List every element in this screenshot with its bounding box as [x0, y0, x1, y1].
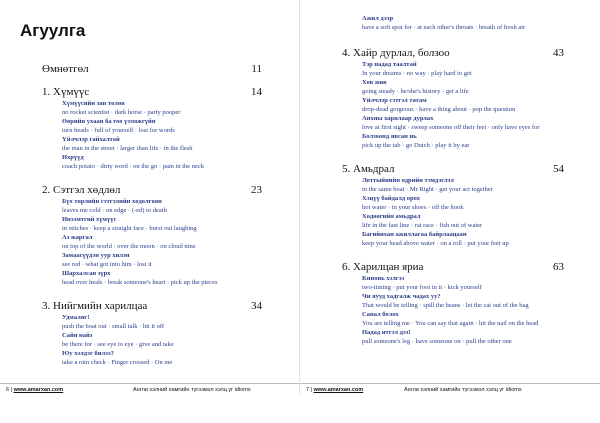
subsection-idioms: the man in the street · larger than life · in the flesh [62, 145, 193, 152]
subsection-idioms: In your dreams · no way · play hard to get [362, 70, 472, 77]
toc-entry-conversation[interactable] [342, 261, 564, 273]
subsection-title: Болзоонд явсан нь [362, 133, 417, 140]
subsection-title: Хов жив [362, 79, 387, 86]
subsection-idioms: You are telling me · You can say that again · hit the nail on the head [362, 320, 539, 327]
subsection-idioms: two-timing · put your foot in it · kick yourself [362, 284, 482, 291]
page-footer [300, 387, 600, 397]
book-title: Англи хэлний хамгийн түгээмэл хэлц үг idioms [404, 387, 522, 393]
toc-entry-love[interactable] [342, 47, 564, 59]
subsection-idioms: turn heads · full of yourself · lost for words [62, 127, 175, 134]
subsection-title: Ажил дээр [362, 15, 394, 22]
subsection-idioms: take a rain check · Finger crossed · On me [62, 359, 173, 366]
toc-entry-page: 43 [553, 47, 564, 59]
subsection-idioms: life in the fast line · rat race · fish out of water [362, 222, 483, 229]
toc-left [42, 63, 262, 380]
subsection-title: Аз жаргал [62, 234, 93, 241]
toc-entry-page: 34 [251, 300, 262, 312]
subsection-idioms: push the boat out · small talk · hit it off [62, 323, 165, 330]
toc-subsection [62, 99, 262, 171]
toc-section [42, 63, 262, 75]
footer-divider [0, 383, 300, 384]
toc-entry-social[interactable] [42, 300, 262, 312]
subsection-title: Инээмтгий хүмүүс [62, 216, 117, 223]
book-title: Англи хэлний хамгийн түгээмэл хэлц үг idioms [133, 387, 251, 393]
toc-entry-label: 4. Хайр дурлал, болзоо [342, 47, 450, 59]
subsection-title: Тэр надад таалтай [362, 61, 417, 68]
subsection-idioms: in the same boat · Mr Right · get your act together [362, 186, 493, 193]
toc-section [42, 86, 262, 171]
subsection-idioms: no rocket scientist · dark horse · party pooper [62, 109, 181, 116]
subsection-title: Хөдөөгийн амьдрал [362, 213, 421, 220]
subsection-title: Багийихан ажиллагаа байрлаацаан [362, 231, 467, 238]
subsection-title: Сайн найз [62, 332, 93, 339]
subsection-idioms: see red · what got into him · lost it [62, 261, 152, 268]
page-footer [0, 387, 300, 397]
toc-entry-page: 11 [251, 63, 262, 75]
subsection-title: Чи яууд хадгалж чадах уу? [362, 293, 441, 300]
page-title: Агуулга [20, 21, 86, 40]
subsection-title: Юу хэлдэг билээ? [62, 350, 115, 357]
subsection-title: Анхны харилаар дурлах [362, 115, 434, 122]
footer-left [306, 387, 363, 393]
toc-subsection [362, 176, 564, 248]
subsection-idioms: hot water · in your shoes · off the hook [362, 204, 464, 211]
subsection-idioms: going steady · he/she's history · get a life [362, 88, 469, 95]
subsection-idioms: drop-dead gorgeous · have a thing about · pop the question [362, 106, 516, 113]
toc-subsection [362, 274, 564, 346]
subsection-title: Удмаляг! [62, 314, 90, 321]
right-page [300, 0, 600, 423]
subsection-idioms: on top of the world · over the moon · on cloud nine [62, 243, 196, 250]
toc-section [342, 261, 564, 346]
toc-entry-people[interactable] [42, 86, 262, 98]
toc-entry-life[interactable] [342, 163, 564, 175]
website-link[interactable]: www.amarxan.com [13, 387, 64, 393]
footer-left [6, 387, 63, 393]
subsection-idioms: pick up the tab · go Dutch · play it by ear [362, 142, 470, 149]
page-number: 6 [6, 387, 10, 393]
footer-separator: | [310, 387, 313, 393]
toc-right [342, 14, 564, 359]
subsection-title: Хүмүүсийн зан төлөв [62, 100, 125, 107]
page-number: 7 [306, 387, 310, 393]
toc-subsection [62, 197, 262, 287]
subsection-title: Шархалсан зүрх [62, 270, 111, 277]
subsection-idioms: be there for · see eye to eye · give and take [62, 341, 174, 348]
subsection-title: Замаасүүдэн уур хилэн [62, 252, 130, 259]
subsection-title: Кинонь хэлгээ [362, 275, 405, 282]
toc-entry-label: 6. Харилцан яриа [342, 261, 424, 273]
subsection-title: Өөрийн ухаан ба гоо үзэмжгүйн [62, 118, 156, 125]
subsection-title: Бүх төрлийн сэтгэлийн хөдөлгөөн [62, 198, 162, 205]
footer-separator: | [10, 387, 13, 393]
toc-entry-page: 14 [251, 86, 262, 98]
subsection-title: Үйлчлэр гайхалтай [62, 136, 120, 143]
toc-section [42, 184, 262, 287]
toc-subsection [362, 60, 564, 150]
toc-entry-label: Өмнөтгөл [42, 63, 89, 75]
subsection-title: Ихрүүд [62, 154, 84, 161]
toc-entry-label: 5. Амьдрал [342, 163, 395, 175]
toc-entry-label: 2. Сэтгэл хөдлөл [42, 184, 121, 196]
subsection-idioms: in stitches · keep a straight face · burst out laughing [62, 225, 197, 232]
subsection-title: Санал болох [362, 311, 399, 318]
toc-section [42, 300, 262, 367]
toc-section [342, 163, 564, 248]
subsection-idioms: pull someone's leg · have someone on · pull the other one [362, 338, 512, 345]
toc-section [342, 47, 564, 150]
toc-entry-emotions[interactable] [42, 184, 262, 196]
subsection-idioms: keep your head above water · on a roll · put your feet up [362, 240, 509, 247]
toc-subsection [62, 313, 262, 367]
subsection-title: Лоттыйиийн одрийн тэмдэглэл [362, 177, 454, 184]
subsection-title: Үйлчлэр сэтгэл татам [362, 97, 427, 104]
subsection-idioms: That would be telling · spill the beans · let the cat out of the bag [362, 302, 529, 309]
toc-entry-page: 23 [251, 184, 262, 196]
subsection-idioms: love at first sight · sweep someone off their feet · only have eyes for [362, 124, 540, 131]
subsection-idioms: head over heals · break someone's heart · pick up the pieces [62, 279, 218, 286]
toc-entry-preface[interactable] [42, 63, 262, 75]
toc-entry-label: 3. Нийгмийн харилцаа [42, 300, 148, 312]
subsection-title: Хэцүү байдалд орох [362, 195, 420, 202]
subsection-idioms: leaves me cold · on edge · (-ed) to death [62, 207, 167, 214]
toc-entry-label: 1. Хүмүүс [42, 86, 90, 98]
website-link[interactable]: www.amarxan.com [313, 387, 364, 393]
toc-entry-page: 63 [553, 261, 564, 273]
subsection-title: Надад итгэл дэз! [362, 329, 411, 336]
footer-divider [300, 383, 600, 384]
subsection-idioms: have a soft spot for · at each other's throats · breath of fresh air [362, 24, 526, 31]
toc-entry-page: 54 [553, 163, 564, 175]
subsection-idioms: coach potato · dirty word · on the go · pain in the neck [62, 163, 205, 170]
toc-continued [362, 14, 564, 32]
